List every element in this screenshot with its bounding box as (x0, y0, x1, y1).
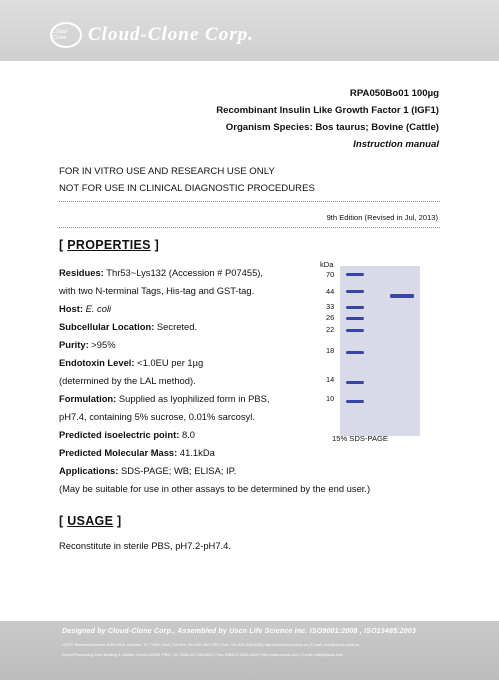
notice-line-1: FOR IN VITRO USE AND RESEARCH USE ONLY (59, 166, 275, 177)
endotoxin-row-cont: (determined by the LAL method). (59, 375, 196, 386)
footer-band (0, 621, 499, 680)
marker-label-22: 22 (326, 325, 335, 334)
marker-band-18 (346, 351, 364, 354)
pi-row: Predicted isoelectric point: 8.0 (59, 429, 195, 440)
logo-emblem: Cloud-Clone (50, 22, 82, 48)
manual-label: Instruction manual (353, 139, 439, 150)
marker-label-33: 33 (326, 302, 335, 311)
formulation-row: Formulation: Supplied as lyophilized form in PBS, (59, 393, 270, 404)
marker-band-70 (346, 273, 364, 276)
usage-notice (59, 163, 315, 197)
product-info (216, 85, 439, 153)
residues-row-cont: with two N-terminal Tags, His-tag and GST-tag. (59, 285, 255, 296)
sds-page-figure (320, 260, 440, 450)
gel-caption: 15% SDS-PAGE (332, 434, 388, 443)
applications-row: Applications: SDS-PAGE; WB; ELISA; IP. (59, 465, 237, 476)
residues-row: Residues: Thr53~Lys132 (Accession # P07455), (59, 267, 264, 278)
marker-label-70: 70 (326, 270, 335, 279)
formulation-row-cont: pH7.4, containing 5% sucrose, 0.01% sarcosyl. (59, 411, 255, 422)
endotoxin-row: Endotoxin Level: <1.0EU per 1µg (59, 357, 204, 368)
marker-label-44: 44 (326, 287, 335, 296)
mw-row: Predicted Molecular Mass: 41.1kDa (59, 447, 215, 458)
marker-label-18: 18 (326, 346, 335, 355)
sample-band (390, 294, 414, 298)
footer-credits: Designed by Cloud-Clone Corp., Assembled by Uscn Life Science Inc. ISO9001:2008 , ISO13485:2003 (62, 628, 417, 635)
divider-bottom (59, 227, 440, 228)
logo-text: Cloud-Clone Corp. (88, 24, 254, 45)
footer-export-address: Export Processing Zone Building 9, Wuhan, Hubei 430056, PRC | Tel: 0086-027-869-6647 | Fax: 0086-27-8425-4005 | http://www.uscnk.com | E-mail: mail@uscnk.com (62, 653, 344, 657)
company-logo (50, 22, 254, 48)
gel-unit-label: kDa (320, 260, 334, 269)
edition-note: 9th Edition (Revised in Jul, 2013) (326, 213, 438, 222)
marker-band-44 (346, 290, 364, 293)
notice-line-2: NOT FOR USE IN CLINICAL DIAGNOSTIC PROCEDURES (59, 183, 315, 194)
divider-top (59, 201, 440, 202)
marker-band-26 (346, 317, 364, 320)
marker-band-14 (346, 381, 364, 384)
usage-heading: [ USAGE ] (59, 514, 122, 528)
applications-note: (May be suitable for use in other assays to be determined by the end user.) (59, 483, 371, 494)
gel-image (340, 266, 420, 436)
organism-species: Organism Species: Bos taurus; Bovine (Cattle) (225, 122, 439, 133)
header-band (0, 0, 499, 61)
marker-label-10: 10 (326, 394, 335, 403)
location-row: Subcellular Location: Secreted. (59, 321, 198, 332)
marker-band-33 (346, 306, 364, 309)
marker-band-22 (346, 329, 364, 332)
host-row: Host: E. coli (59, 303, 112, 314)
properties-heading: [ PROPERTIES ] (59, 238, 160, 252)
purity-row: Purity: >95% (59, 339, 116, 350)
usage-text: Reconstitute in sterile PBS, pH7.2-pH7.4. (59, 540, 231, 551)
footer-hq-address: HQTR: Richmond Avenue Suite 8916, Houston, TX 77082, USA | Toll free: 001-800-962-7492 | Fax: 001-832-538-0088 | http://www.cloud-clone.us | E-mail: mail@cloud-clone.us (62, 643, 360, 647)
marker-band-10 (346, 400, 364, 403)
product-name: Recombinant Insulin Like Growth Factor 1 (IGF1) (216, 105, 439, 116)
marker-label-14: 14 (326, 375, 335, 384)
marker-label-26: 26 (326, 313, 335, 322)
catalog-number: RPA050Bo01 100µg (349, 88, 439, 99)
